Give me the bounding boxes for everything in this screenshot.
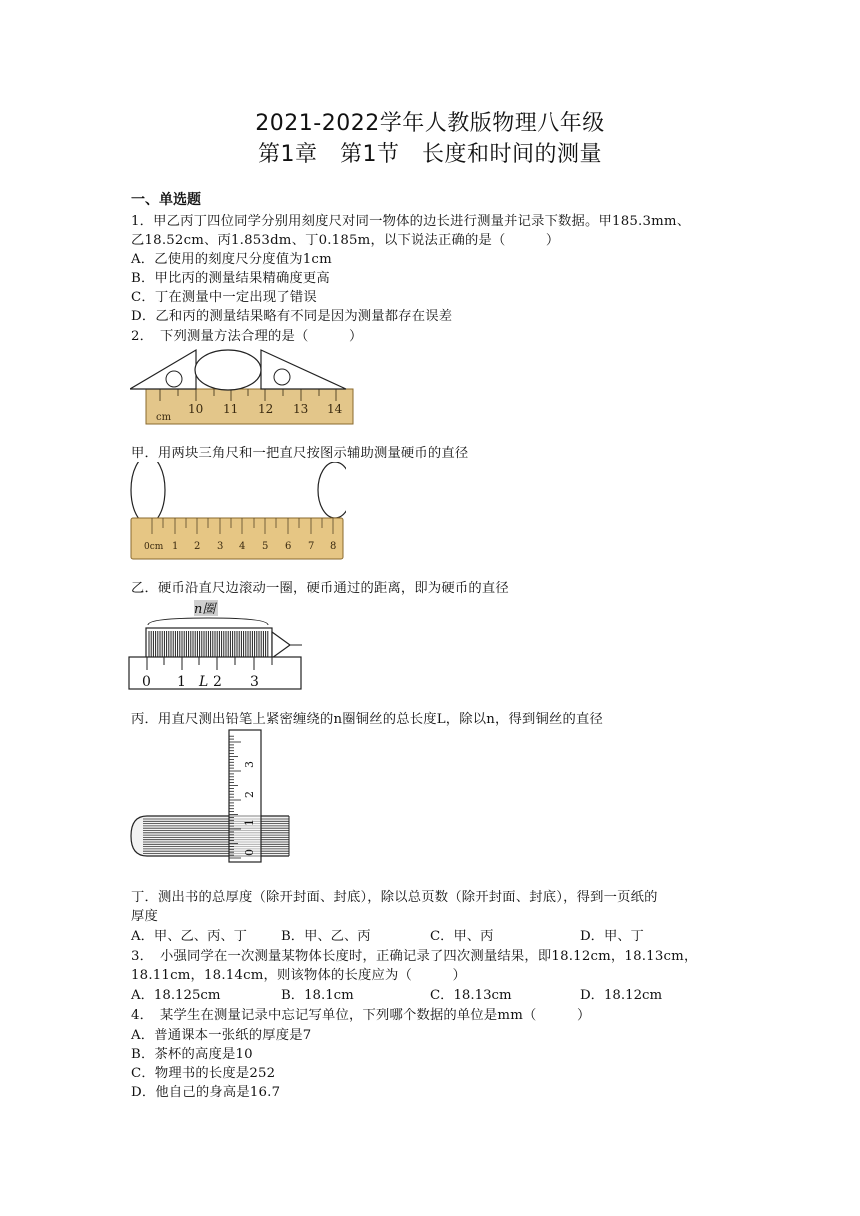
yi-tick-label: 2 bbox=[194, 541, 201, 552]
section-heading: 一、单选题 bbox=[131, 192, 201, 208]
yi-tick-label: 3 bbox=[217, 541, 224, 552]
q4-stem: 4． 某学生在测量记录中忘记写单位，下列哪个数据的单位是mm（ ） bbox=[131, 1008, 591, 1023]
q1-option-b: B．甲比丙的测量结果精确度更高 bbox=[131, 271, 330, 286]
yi-tick-label: 4 bbox=[239, 541, 246, 552]
yi-tick-label: 7 bbox=[308, 541, 315, 552]
jia-tick-label: 14 bbox=[327, 402, 343, 416]
jia-tick-label: cm bbox=[156, 412, 172, 423]
yi-tick-label: 6 bbox=[285, 541, 292, 552]
q3-stem-line-1: 3． 小强同学在一次测量某物体长度时，正确记录了四次测量结果，即18.12cm，18.13cm， bbox=[131, 949, 698, 964]
bing-L-label: L bbox=[199, 674, 209, 690]
figure-ding-book-thickness bbox=[129, 728, 295, 864]
q2-caption-ding-line-1: 丁．测出书的总厚度（除开封面、封底），除以总页数（除开封面、封底），得到一页纸的 bbox=[131, 890, 658, 905]
q2-option-c: C．甲、丙 bbox=[430, 929, 494, 944]
q3-option-c: C．18.13cm bbox=[430, 988, 512, 1003]
yi-tick-label: 1 bbox=[172, 541, 179, 552]
ding-tick-label: 0 bbox=[243, 849, 256, 856]
yi-tick-label: 8 bbox=[330, 541, 337, 552]
q2-option-b: B．甲、乙、丙 bbox=[281, 929, 371, 944]
q2-caption-bing: 丙．用直尺测出铅笔上紧密缠绕的n圈铜丝的总长度L，除以n，得到铜丝的直径 bbox=[131, 712, 603, 727]
ding-tick-label: 2 bbox=[243, 791, 256, 798]
q3-option-d: D．18.12cm bbox=[580, 988, 663, 1003]
bing-tick-label: 1 bbox=[177, 674, 186, 690]
ding-tick-label: 1 bbox=[243, 819, 256, 826]
yi-tick-label: 5 bbox=[262, 541, 269, 552]
bing-tick-label: 3 bbox=[250, 674, 259, 690]
figure-yi-rolling-coin bbox=[130, 462, 346, 562]
q4-option-d: D．他自己的身高是16.7 bbox=[131, 1085, 281, 1100]
q2-option-d: D．甲、丁 bbox=[580, 929, 644, 944]
bing-tick-label: 0 bbox=[142, 674, 151, 690]
q1-option-d: D．乙和丙的测量结果略有不同是因为测量都存在误差 bbox=[131, 309, 453, 324]
jia-tick-label: 12 bbox=[258, 402, 274, 416]
q1-option-a: A．乙使用的刻度尺分度值为1cm bbox=[131, 252, 332, 267]
bing-tick-label: 2 bbox=[213, 674, 222, 690]
q4-option-b: B．茶杯的高度是10 bbox=[131, 1047, 253, 1062]
q4-option-a: A．普通课本一张纸的厚度是7 bbox=[131, 1028, 312, 1043]
q4-option-c: C．物理书的长度是252 bbox=[131, 1066, 276, 1081]
figure-jia-triangles-ruler bbox=[130, 346, 354, 428]
q3-option-b: B．18.1cm bbox=[281, 988, 354, 1003]
q2-stem: 2． 下列测量方法合理的是（ ） bbox=[131, 329, 363, 344]
yi-tick-label: 0cm bbox=[144, 542, 164, 552]
q2-caption-yi: 乙．硬币沿直尺边滚动一圈，硬币通过的距离，即为硬币的直径 bbox=[131, 581, 509, 596]
title-line-2: 第1章 第1节 长度和时间的测量 bbox=[258, 142, 602, 167]
jia-tick-label: 10 bbox=[188, 402, 204, 416]
q2-caption-ding-line-2: 厚度 bbox=[131, 909, 158, 924]
q1-stem-line-2: 乙18.52cm、丙1.853dm、丁0.185m，以下说法正确的是（ ） bbox=[131, 233, 560, 248]
ding-tick-label: 3 bbox=[243, 761, 256, 768]
figure-bing-coil-pencil bbox=[128, 598, 304, 694]
title-line-1: 2021-2022学年人教版物理八年级 bbox=[255, 111, 605, 136]
q2-option-a: A．甲、乙、丙、丁 bbox=[131, 929, 247, 944]
jia-tick-label: 13 bbox=[293, 402, 309, 416]
q2-caption-jia: 甲．用两块三角尺和一把直尺按图示辅助测量硬币的直径 bbox=[131, 446, 469, 461]
q1-stem-line-1: 1．甲乙丙丁四位同学分别用刻度尺对同一物体的边长进行测量并记录下数据。甲185.3mm、 bbox=[131, 214, 691, 229]
q3-option-a: A．18.125cm bbox=[131, 988, 221, 1003]
q1-option-c: C．丁在测量中一定出现了错误 bbox=[131, 290, 317, 305]
jia-tick-label: 11 bbox=[223, 402, 239, 416]
bing-n-label: n圈 bbox=[194, 602, 216, 617]
q3-stem-line-2: 18.11cm，18.14cm，则该物体的长度应为（ ） bbox=[131, 968, 466, 983]
